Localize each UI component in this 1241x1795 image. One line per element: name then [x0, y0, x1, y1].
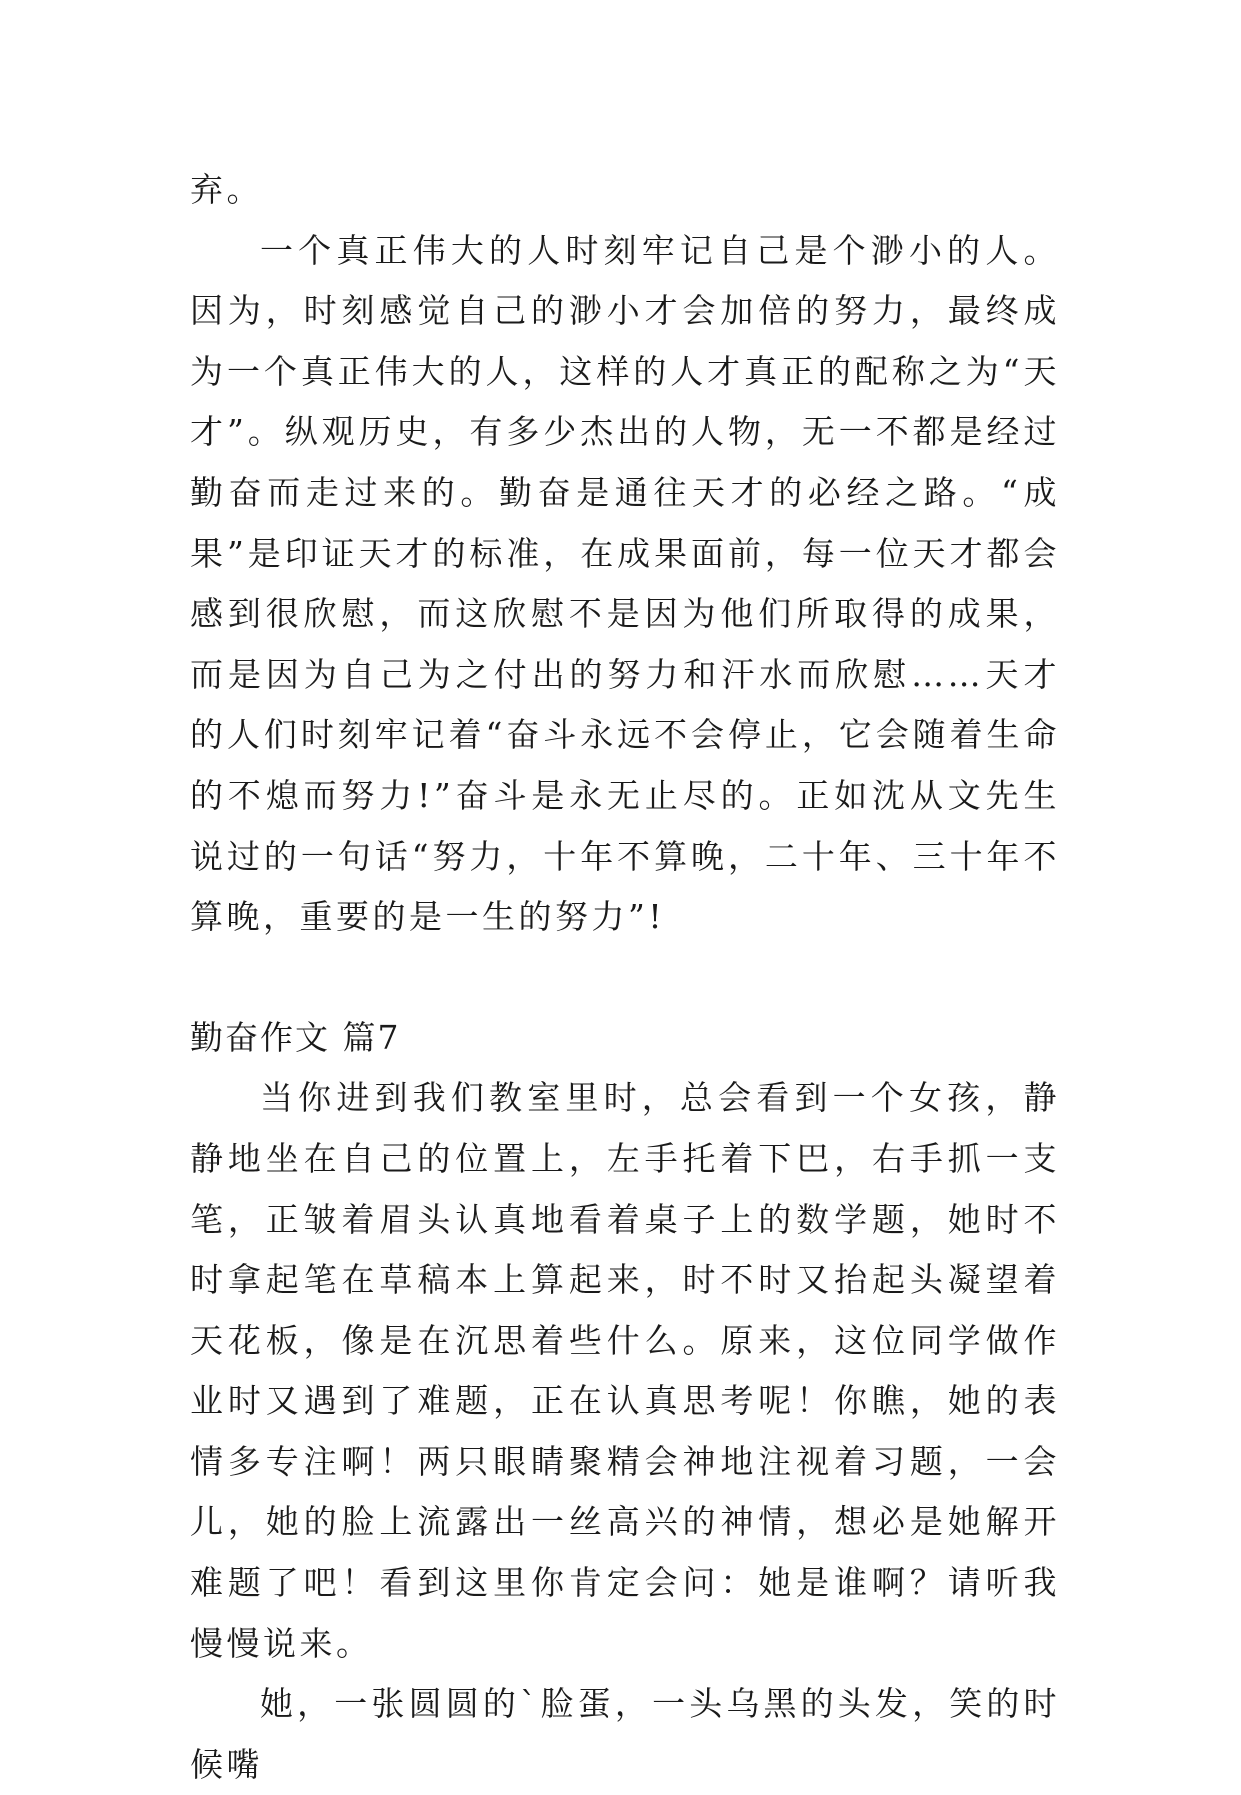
paragraph-continuation: 弃。 [190, 170, 263, 209]
paragraph: 一个真正伟大的人时刻牢记自己是个渺小的人。因为，时刻感觉自己的渺小才会加倍的努力，最终成为一个真正伟大的人，这样的人才真正的配称之为“天才”。纵观历史，有多少杰出的人物，无一不都是经过勤奋而走过来的。勤奋是通往天才的必经之路。“成果”是印证天才的标准，在成果面前，每一位天才都会感到很欣慰，而这欣慰不是因为他们所取得的成果，而是因为自己为之付出的努力和汗水而欣慰……天才的人们时刻牢记着“奋斗永远不会停止，它会随着生命的不熄而努力!”奋斗是永无止尽的。正如沈从文先生说过的一句话“努力，十年不算晚，二十年、三十年不算晚，重要的是一生的努力”! [190, 230, 1060, 937]
section-heading: 勤奋作文 篇7 [190, 1017, 401, 1057]
paragraph: 当你进到我们教室里时，总会看到一个女孩，静静地坐在自己的位置上，左手托着下巴，右手抓一支笔，正皱着眉头认真地看着桌子上的数学题，她时不时拿起笔在草稿本上算起来，时不时又抬起头凝望着天花板，像是在沉思着些什么。原来，这位同学做作业时又遇到了难题，正在认真思考呢！你瞧，她的表情多专注啊！两只眼睛聚精会神地注视着习题，一会儿，她的脸上流露出一丝高兴的神情，想必是她解开难题了吧！看到这里你肯定会问：她是谁啊？请听我慢慢说来。 [190, 1078, 1060, 1663]
paragraph: 她，一张圆圆的`脸蛋，一头乌黑的头发，笑的时候嘴 [190, 1684, 1060, 1784]
body-text [190, 160, 1060, 1795]
